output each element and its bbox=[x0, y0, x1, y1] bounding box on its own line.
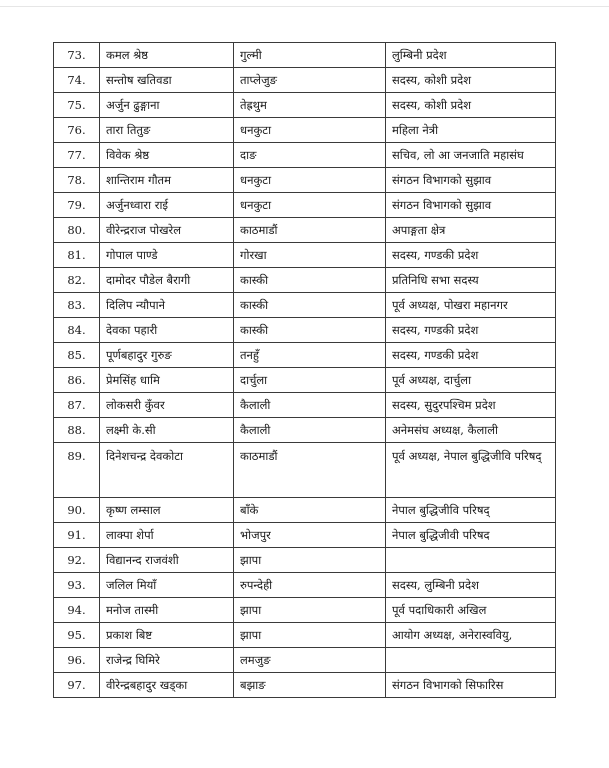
member-name: देवका पहारी bbox=[100, 318, 234, 343]
member-role: सदस्य, लुम्बिनी प्रदेश bbox=[386, 573, 556, 598]
member-role: अनेमसंघ अध्यक्ष, कैलाली bbox=[386, 418, 556, 443]
table-row bbox=[54, 93, 556, 118]
table-row bbox=[54, 443, 556, 498]
row-number: 83. bbox=[54, 293, 100, 318]
member-district: कास्की bbox=[234, 318, 386, 343]
member-name: लोकसरी कुँवर bbox=[100, 393, 234, 418]
table-row bbox=[54, 318, 556, 343]
table-row bbox=[54, 648, 556, 673]
row-number: 90. bbox=[54, 498, 100, 523]
table-row bbox=[54, 168, 556, 193]
member-district: काठमाडौं bbox=[234, 218, 386, 243]
table-row bbox=[54, 68, 556, 93]
member-role: अपाङ्गता क्षेत्र bbox=[386, 218, 556, 243]
member-name: जलिल मियाँ bbox=[100, 573, 234, 598]
row-number: 76. bbox=[54, 118, 100, 143]
member-district: कास्की bbox=[234, 293, 386, 318]
table-row bbox=[54, 548, 556, 573]
member-district: काठमाडौं bbox=[234, 443, 386, 498]
row-number: 80. bbox=[54, 218, 100, 243]
member-district: लमजुङ bbox=[234, 648, 386, 673]
row-number: 92. bbox=[54, 548, 100, 573]
member-role: संगठन विभागको सिफारिस bbox=[386, 673, 556, 698]
member-name: कमल श्रेष्ठ bbox=[100, 43, 234, 68]
member-district: बाँके bbox=[234, 498, 386, 523]
row-number: 94. bbox=[54, 598, 100, 623]
member-name: लाक्पा शेर्पा bbox=[100, 523, 234, 548]
member-table bbox=[53, 42, 556, 698]
row-number: 91. bbox=[54, 523, 100, 548]
table-row bbox=[54, 523, 556, 548]
member-name: शान्तिराम गौतम bbox=[100, 168, 234, 193]
row-number: 93. bbox=[54, 573, 100, 598]
table-row bbox=[54, 293, 556, 318]
member-name: अर्जुनध्वारा राई bbox=[100, 193, 234, 218]
table-row bbox=[54, 368, 556, 393]
member-role: सदस्य, कोशी प्रदेश bbox=[386, 68, 556, 93]
row-number: 89. bbox=[54, 443, 100, 498]
member-role: संगठन विभागको सुझाव bbox=[386, 168, 556, 193]
member-district: तेह्रथुम bbox=[234, 93, 386, 118]
table-row bbox=[54, 243, 556, 268]
member-table-body bbox=[54, 43, 556, 698]
row-number: 78. bbox=[54, 168, 100, 193]
member-role: सदस्य, गण्डकी प्रदेश bbox=[386, 243, 556, 268]
table-row bbox=[54, 623, 556, 648]
member-district: कैलाली bbox=[234, 418, 386, 443]
member-name: प्रकाश बिष्ट bbox=[100, 623, 234, 648]
member-name: दिनेशचन्द्र देवकोटा bbox=[100, 443, 234, 498]
member-role: पूर्व अध्यक्ष, दार्चुला bbox=[386, 368, 556, 393]
member-district: धनकुटा bbox=[234, 168, 386, 193]
table-row bbox=[54, 343, 556, 368]
row-number: 81. bbox=[54, 243, 100, 268]
member-district: बझाङ bbox=[234, 673, 386, 698]
member-district: धनकुटा bbox=[234, 193, 386, 218]
member-name: वीरेन्द्रबहादुर खड्का bbox=[100, 673, 234, 698]
member-district: झापा bbox=[234, 598, 386, 623]
member-district: गोरखा bbox=[234, 243, 386, 268]
member-role: सदस्य, कोशी प्रदेश bbox=[386, 93, 556, 118]
member-name: दामोदर पौडेल बैरागी bbox=[100, 268, 234, 293]
member-name: राजेन्द्र घिमिरे bbox=[100, 648, 234, 673]
member-role: सदस्य, सुदुरपश्चिम प्रदेश bbox=[386, 393, 556, 418]
member-name: प्रेमसिंह धामि bbox=[100, 368, 234, 393]
member-district: दाङ bbox=[234, 143, 386, 168]
member-name: दिलिप न्यौपाने bbox=[100, 293, 234, 318]
member-district: कैलाली bbox=[234, 393, 386, 418]
member-role: लुम्बिनी प्रदेश bbox=[386, 43, 556, 68]
member-role: सचिव, लो आ जनजाति महासंघ bbox=[386, 143, 556, 168]
member-role: नेपाल बुद्धिजीवि परिषद् bbox=[386, 498, 556, 523]
member-name: तारा तितुङ bbox=[100, 118, 234, 143]
member-role: महिला नेत्री bbox=[386, 118, 556, 143]
row-number: 95. bbox=[54, 623, 100, 648]
member-role: नेपाल बुद्धिजीवी परिषद bbox=[386, 523, 556, 548]
row-number: 97. bbox=[54, 673, 100, 698]
row-number: 84. bbox=[54, 318, 100, 343]
member-name: गोपाल पाण्डे bbox=[100, 243, 234, 268]
table-row bbox=[54, 268, 556, 293]
member-district: भोजपुर bbox=[234, 523, 386, 548]
row-number: 82. bbox=[54, 268, 100, 293]
row-number: 86. bbox=[54, 368, 100, 393]
member-district: ताप्लेजुङ bbox=[234, 68, 386, 93]
member-district: झापा bbox=[234, 548, 386, 573]
member-district: गुल्मी bbox=[234, 43, 386, 68]
row-number: 75. bbox=[54, 93, 100, 118]
table-row bbox=[54, 143, 556, 168]
row-number: 73. bbox=[54, 43, 100, 68]
row-number: 88. bbox=[54, 418, 100, 443]
member-role bbox=[386, 648, 556, 673]
row-number: 74. bbox=[54, 68, 100, 93]
member-role: सदस्य, गण्डकी प्रदेश bbox=[386, 318, 556, 343]
member-role: आयोग अध्यक्ष, अनेरास्ववियु, bbox=[386, 623, 556, 648]
member-name: विद्यानन्द राजवंशी bbox=[100, 548, 234, 573]
row-number: 77. bbox=[54, 143, 100, 168]
member-name: सन्तोष खतिवडा bbox=[100, 68, 234, 93]
row-number: 87. bbox=[54, 393, 100, 418]
table-row bbox=[54, 218, 556, 243]
member-role: पूर्व अध्यक्ष, पोखरा महानगर bbox=[386, 293, 556, 318]
member-role bbox=[386, 548, 556, 573]
member-role: पूर्व पदाधिकारी अखिल bbox=[386, 598, 556, 623]
table-row bbox=[54, 118, 556, 143]
member-name: कृष्ण लम्साल bbox=[100, 498, 234, 523]
member-district: झापा bbox=[234, 623, 386, 648]
member-district: धनकुटा bbox=[234, 118, 386, 143]
page-top-edge bbox=[0, 0, 609, 7]
member-name: मनोज तास्मी bbox=[100, 598, 234, 623]
table-row bbox=[54, 193, 556, 218]
member-name: पूर्णबहादुर गुरुङ bbox=[100, 343, 234, 368]
table-row bbox=[54, 43, 556, 68]
member-role: पूर्व अध्यक्ष, नेपाल बुद्धिजीवि परिषद् bbox=[386, 443, 556, 498]
table-row bbox=[54, 673, 556, 698]
member-name: अर्जुन ढुङ्गाना bbox=[100, 93, 234, 118]
row-number: 96. bbox=[54, 648, 100, 673]
member-district: कास्की bbox=[234, 268, 386, 293]
row-number: 79. bbox=[54, 193, 100, 218]
member-role: संगठन विभागको सुझाव bbox=[386, 193, 556, 218]
table-row bbox=[54, 573, 556, 598]
member-district: तनहुँ bbox=[234, 343, 386, 368]
table-row bbox=[54, 498, 556, 523]
table-row bbox=[54, 598, 556, 623]
member-role: प्रतिनिधि सभा सदस्य bbox=[386, 268, 556, 293]
member-district: रुपन्देही bbox=[234, 573, 386, 598]
member-name: विवेक श्रेष्ठ bbox=[100, 143, 234, 168]
member-role: सदस्य, गण्डकी प्रदेश bbox=[386, 343, 556, 368]
table-row bbox=[54, 393, 556, 418]
member-district: दार्चुला bbox=[234, 368, 386, 393]
member-name: लक्ष्मी के.सी bbox=[100, 418, 234, 443]
table-row bbox=[54, 418, 556, 443]
row-number: 85. bbox=[54, 343, 100, 368]
member-name: वीरेन्द्रराज पोखरेल bbox=[100, 218, 234, 243]
